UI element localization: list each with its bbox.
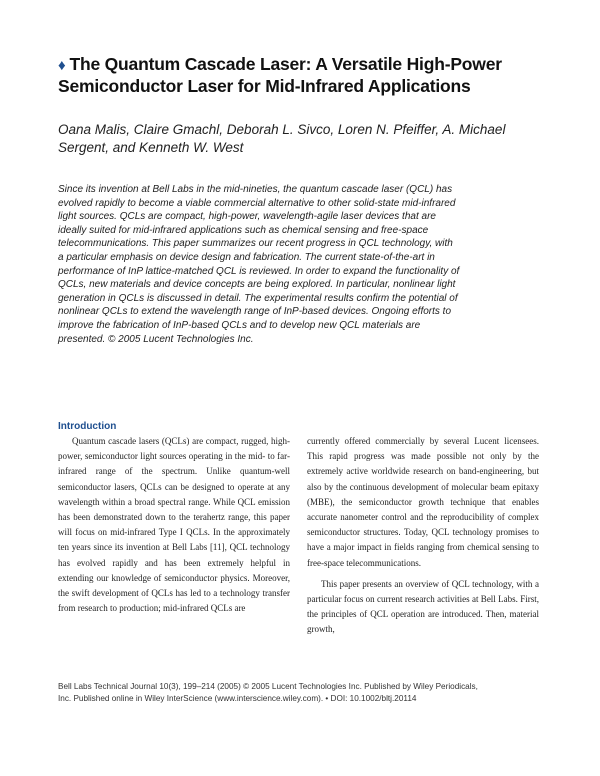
citation-line-1: Bell Labs Technical Journal 10(3), 199–214 (2005) © 2005 Lucent Technologies Inc. Published by Wiley Periodicals, — [58, 682, 478, 691]
abstract: Since its invention at Bell Labs in the mid-nineties, the quantum cascade laser (QCL) has evolved rapidly to become a viable commercial alternative to other solid-state mid-infrared light sources. QCLs are compact, high-power, wavelength-agile laser devices that are ideally suited for mid-infrared applications such as chemical sensing and free-space telecommunications. This paper summarizes our recent progress in QCL technology, with a particular emphasis on device design and fabrication. The current state-of-the-art in performance of InP lattice-matched QCL is reviewed. In order to expand the functionality of QCLs, new materials and device concepts are being explored. In particular, nonlinear light generation in QCLs is discussed in detail. The experimental results confirm the potential of nonlinear QCLs to extend the wavelength range of InP-based devices. Ongoing efforts to improve the fabrication of InP-based QCLs and to develop new QCL materials are presented. © 2005 Lucent Technologies Inc. — [58, 184, 460, 345]
body-column-right — [307, 434, 539, 638]
citation-line-2: Inc. Published online in Wiley InterScience (www.interscience.wiley.com). • DOI: 10.1002/bltj.20114 — [58, 694, 417, 703]
article-title-text: The Quantum Cascade Laser: A Versatile High-Power Semiconductor Laser for Mid-Infrared Applications — [58, 54, 502, 96]
author-list: Oana Malis, Claire Gmachl, Deborah L. Sivco, Loren N. Pfeiffer, A. Michael Sergent, and Kenneth W. West — [58, 122, 506, 155]
body-paragraph: This paper presents an overview of QCL technology, with a particular focus on current research activities at Bell Labs. First, the principles of QCL operation are introduced. Then, material growth, — [307, 578, 539, 635]
citation-footer — [58, 681, 558, 705]
section-heading-introduction: Introduction — [58, 421, 117, 432]
body-paragraph: currently offered commercially by several Lucent licensees. This rapid progress was made possible not only by the extremely active worldwide research on band-engineering, but also by the continuous development of molecular beam epitaxy (MBE), the semiconductor growth technique that enables accurate nanometer control and the reproducibility of complex semiconductor structures. Today, QCL technology promises to have a major impact in fields ranging from chemical sensing to free-space telecommunications. — [307, 436, 539, 568]
body-paragraph: Quantum cascade lasers (QCLs) are compact, rugged, high-power, semiconductor light sources operating in the mid- to far-infrared range of the spectrum. Unlike quantum-well semiconductor lasers, QCLs can be designed to operate at any wavelength within a broad spectral range. While QCL emission has been demonstrated down to the terahertz range, this paper will focus on mid-infrared Type I QCLs. In the approximately ten years since its invention at Bell Labs [11], QCL technology has evolved rapidly and has been extremely helpful in extending our knowledge of semiconductor physics. Moreover, the swift development of QCLs has led to a technology transfer from research to production; mid-infrared QCLs are — [58, 436, 290, 614]
diamond-bullet-icon: ♦ — [58, 57, 66, 74]
article-title — [58, 54, 558, 97]
body-column-left — [58, 434, 290, 616]
